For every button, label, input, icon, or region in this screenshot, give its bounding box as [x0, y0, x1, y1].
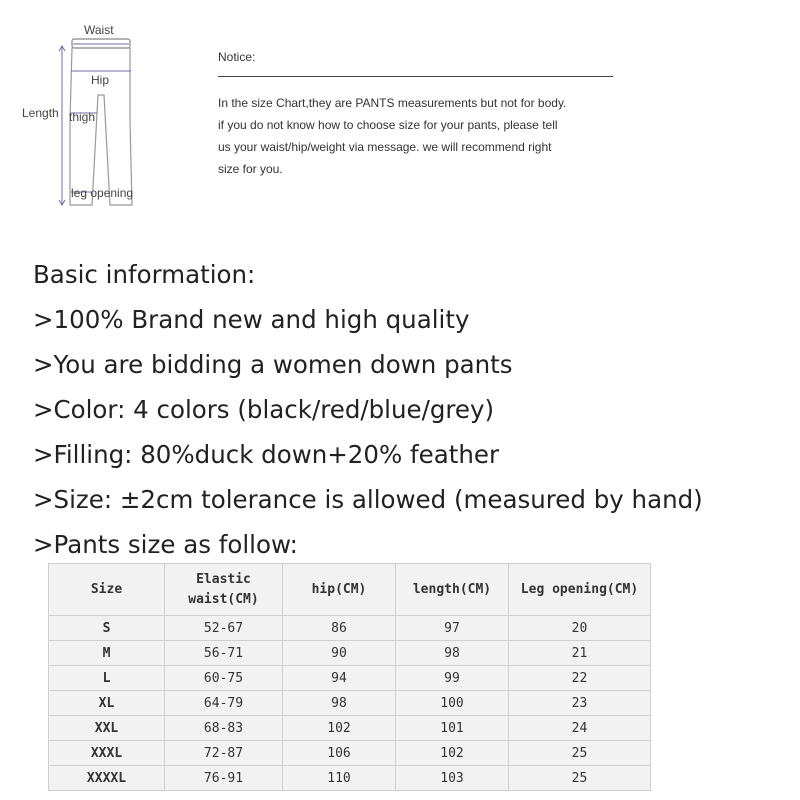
waist-cell: 76-91 [165, 766, 283, 791]
hip-cell: 102 [283, 716, 396, 741]
header-hip: hip(CM) [283, 564, 396, 616]
hip-cell: 94 [283, 666, 396, 691]
leg-opening-cell: 25 [509, 741, 651, 766]
size-cell: M [49, 641, 165, 666]
hip-cell: 98 [283, 691, 396, 716]
header-leg-opening: Leg opening(CM) [509, 564, 651, 616]
header-waist-line1: Elastic [196, 571, 251, 587]
notice-divider [218, 76, 613, 77]
table-header-row [49, 564, 651, 616]
leg-opening-cell: 21 [509, 641, 651, 666]
waist-cell: 52-67 [165, 616, 283, 641]
notice-line: if you do not know how to choose size for your pants, please tell [218, 118, 558, 132]
waist-cell: 64-79 [165, 691, 283, 716]
length-label: Length [22, 106, 59, 120]
notice-title: Notice: [218, 50, 256, 64]
table-row [49, 741, 651, 766]
hip-cell: 110 [283, 766, 396, 791]
notice-line: us your waist/hip/weight via message. we will recommend right [218, 140, 552, 154]
size-cell: L [49, 666, 165, 691]
notice-line: size for you. [218, 162, 283, 176]
waist-cell: 72-87 [165, 741, 283, 766]
table-row [49, 666, 651, 691]
leg-opening-cell: 24 [509, 716, 651, 741]
length-cell: 101 [396, 716, 509, 741]
length-cell: 103 [396, 766, 509, 791]
header-size: Size [49, 564, 165, 616]
length-cell: 99 [396, 666, 509, 691]
hip-cell: 90 [283, 641, 396, 666]
header-waist [165, 564, 283, 616]
basic-info-heading: Basic information: [33, 260, 256, 289]
hip-cell: 106 [283, 741, 396, 766]
hip-cell: 86 [283, 616, 396, 641]
size-cell: XXL [49, 716, 165, 741]
length-cell: 100 [396, 691, 509, 716]
basic-info-item: >Filling: 80%duck down+20% feather [33, 440, 500, 469]
notice-line: In the size Chart,they are PANTS measurements but not for body. [218, 96, 567, 110]
basic-info-item: >Pants size as follow: [33, 530, 298, 559]
waist-label: Waist [84, 23, 114, 37]
header-length: length(CM) [396, 564, 509, 616]
size-cell: XXXXL [49, 766, 165, 791]
length-cell: 98 [396, 641, 509, 666]
waist-cell: 56-71 [165, 641, 283, 666]
size-cell: XL [49, 691, 165, 716]
thigh-label: thigh [69, 110, 96, 124]
size-chart-table [48, 563, 651, 791]
table-row [49, 716, 651, 741]
basic-info-list [33, 256, 703, 571]
waist-cell: 68-83 [165, 716, 283, 741]
waist-cell: 60-75 [165, 666, 283, 691]
basic-info-item: >100% Brand new and high quality [33, 305, 470, 334]
leg-opening-cell: 25 [509, 766, 651, 791]
table-row [49, 766, 651, 791]
size-cell: S [49, 616, 165, 641]
leg-opening-cell: 22 [509, 666, 651, 691]
leg-opening-cell: 23 [509, 691, 651, 716]
header-waist-line2: waist(CM) [188, 591, 259, 607]
leg-opening-label: leg opening [71, 186, 134, 200]
table-row [49, 641, 651, 666]
length-cell: 97 [396, 616, 509, 641]
size-cell: XXXL [49, 741, 165, 766]
leg-opening-cell: 20 [509, 616, 651, 641]
hip-label: Hip [91, 73, 110, 87]
table-row [49, 616, 651, 641]
pants-diagram [0, 0, 200, 225]
basic-info-item: >Size: ±2cm tolerance is allowed (measured by hand) [33, 485, 703, 514]
notice-text [218, 92, 618, 180]
table-row [49, 691, 651, 716]
length-cell: 102 [396, 741, 509, 766]
basic-info-item: >You are bidding a women down pants [33, 350, 513, 379]
basic-info-item: >Color: 4 colors (black/red/blue/grey) [33, 395, 495, 424]
